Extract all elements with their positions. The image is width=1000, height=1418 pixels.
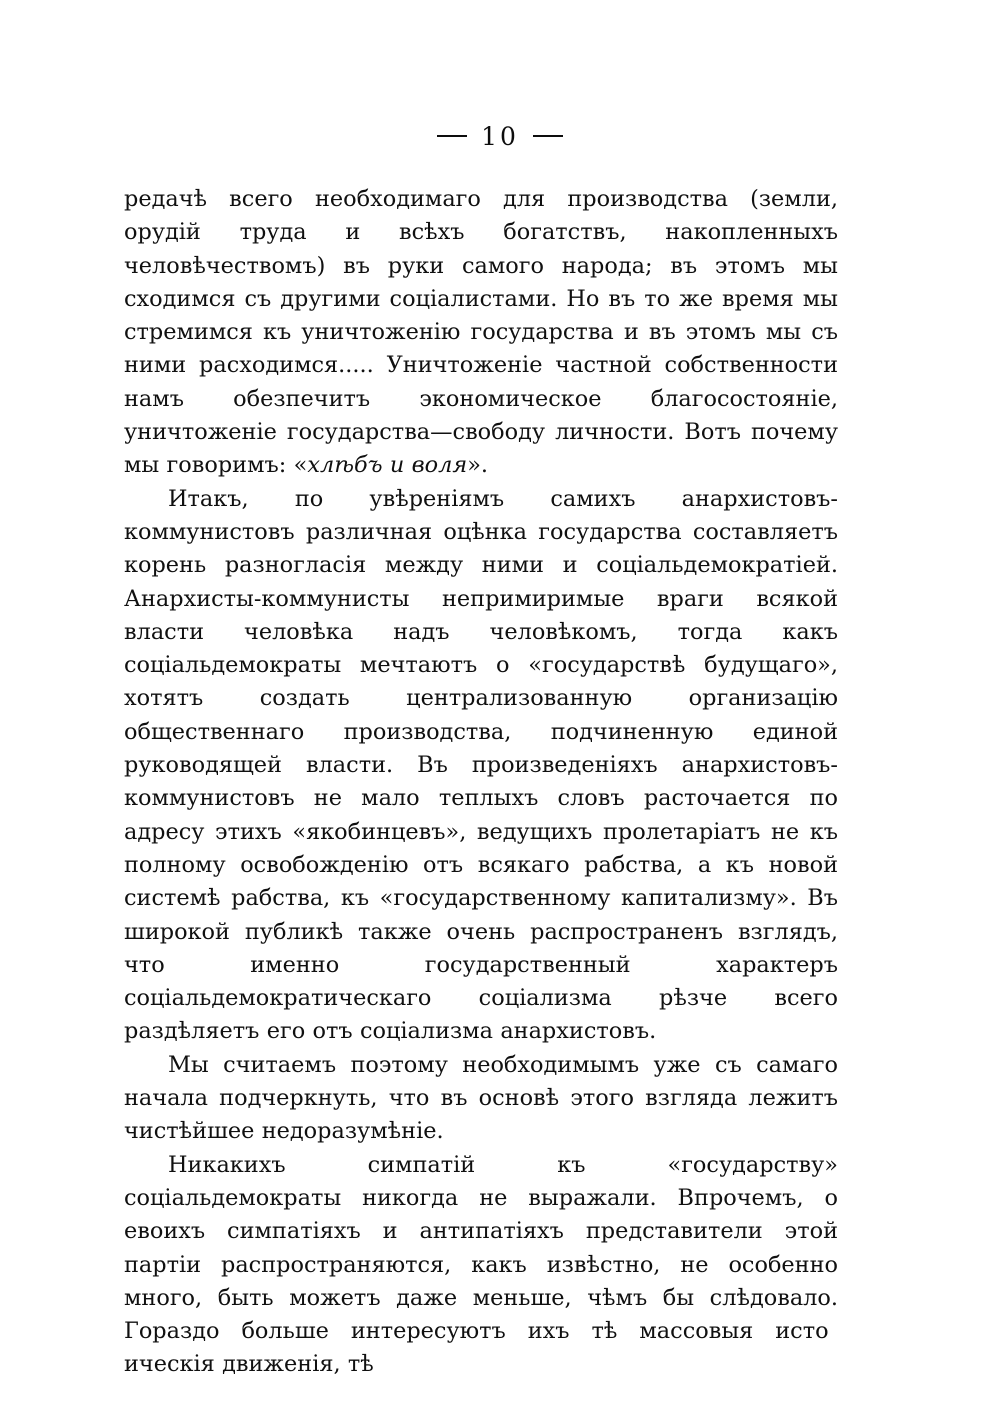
paragraph-4-text-after-defect: ическія движенія, тѣ	[124, 1351, 374, 1378]
paragraph-1	[124, 183, 838, 483]
paragraph-3-text: Мы считаемъ поэтому необходимымъ уже съ самаго начала подчеркнуть, что въ основѣ этого взгляда лежитъ чистѣйшее недоразумѣніе.	[124, 1051, 838, 1145]
page-text-block	[124, 183, 838, 1382]
paragraph-1-tail: ».	[467, 452, 489, 479]
page-number: 10	[481, 122, 519, 151]
folio-rule-right	[533, 135, 563, 137]
paragraph-2	[124, 483, 838, 1049]
folio-rule-left	[437, 135, 467, 137]
paragraph-3	[124, 1049, 838, 1149]
paragraph-4	[124, 1149, 838, 1382]
paragraph-2-text: Итакъ, по увѣреніямъ самихъ анархистовъ-коммунистовъ различная оцѣнка государства составляетъ корень разногласія между ними и соціальдемократіей. Анархисты-коммунисты непримиримые враги всякой власти человѣка надъ человѣкомъ, тогда какъ соціальдемократы мечтаютъ о «государствѣ будущаго», хотятъ создать централизованную организацію общественнаго производства, подчиненную единой руководящей власти. Въ произведеніяхъ анархистовъ-коммунистовъ не мало теплыхъ словъ расточается по адресу этихъ «якобинцевъ», ведущихъ пролетаріатъ не къ полному освобожденію отъ всякаго рабства, а къ новой системѣ рабства, къ «государственному капитализму». Въ широкой публикѣ также очень распространенъ взглядъ, что именно государственный характеръ соціальдемократическаго соціализма рѣзче всего раздѣляетъ его отъ соціализма анархистовъ.	[124, 485, 838, 1045]
paragraph-1-italic-phrase: хлѣбъ и воля	[307, 452, 468, 479]
paragraph-4-text-before-defect: Никакихъ симпатій къ «государству» соціальдемократы никогда не выражали. Впрочемъ, о евоихъ симпатіяхъ и антипатіяхъ представители этой партіи распространяются, какъ извѣстно, не особенно много, быть можетъ даже меньше, чѣмъ бы слѣдовало. Гораздо больше интересуютъ ихъ тѣ массовыя исто	[124, 1151, 838, 1345]
page-folio	[0, 122, 1000, 151]
paragraph-1-text: редачѣ всего необходимаго для производства (земли, орудій труда и всѣхъ богатствъ, накопленныхъ человѣчествомъ) въ руки самого народа; въ этомъ мы сходимся съ другими соціалистами. Но въ то же время мы стремимся къ уничтоженію государства и въ этомъ мы съ ними расходимся..... Уничтоженіе частной собственности намъ обезпечитъ экономическое благосостояніе, уничтоженіе государства—свободу личности. Вотъ почему мы говоримъ: «	[124, 186, 838, 479]
